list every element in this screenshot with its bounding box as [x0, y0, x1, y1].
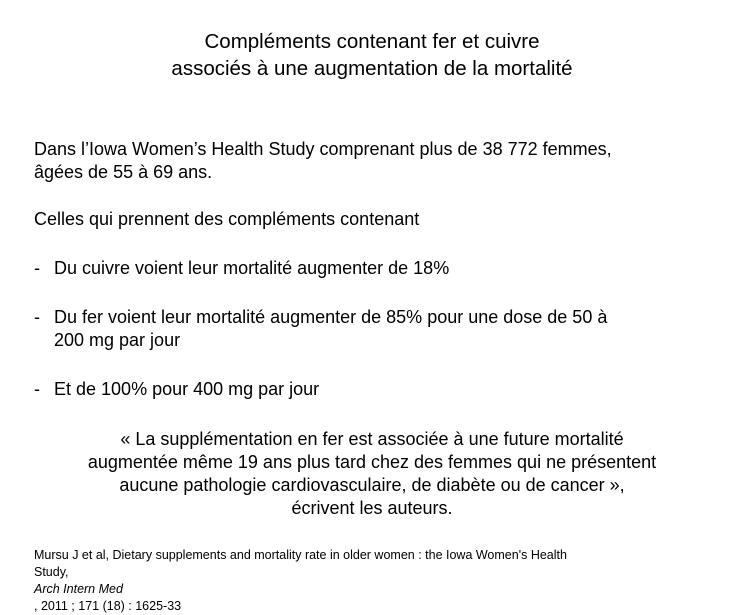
title-line-2: associés à une augmentation de la mortalité [171, 57, 573, 80]
quote-line-4: écrivent les auteurs. [291, 498, 453, 518]
bullet-item-iron [34, 306, 724, 352]
quote-line-2: augmentée même 19 ans plus tard chez des femmes qui ne présentent [87, 452, 657, 472]
quote-line-3: aucune pathologie cardiovasculaire, de diabète ou de cancer », [119, 475, 625, 495]
bullet-dash: - [34, 258, 40, 278]
bullet-item-high-dose [34, 378, 724, 401]
quote-line-1: « La supplémentation en fer est associée à une future mortalité [120, 429, 624, 449]
bullet-text-line-2: 200 mg par jour [54, 330, 181, 350]
intro-line-1: Dans l’Iowa Women’s Health Study comprenant plus de 38 772 femmes, [34, 139, 612, 159]
bullet-text-line-1: Du fer voient leur mortalité augmenter de 85% pour une dose de 50 à [54, 307, 608, 327]
bullet-text: Du cuivre voient leur mortalité augmenter de 18% [54, 258, 450, 278]
citation-line-2 [34, 564, 724, 615]
lead-paragraph: Celles qui prennent des compléments contenant [34, 209, 420, 229]
bullet-text: Et de 100% pour 400 mg par jour [54, 379, 320, 399]
author-quote [0, 428, 744, 520]
slide-title [0, 28, 744, 82]
citation-journal: Arch Intern Med [34, 582, 123, 596]
bullet-dash: - [34, 307, 40, 327]
title-line-1: Compléments contenant fer et cuivre [204, 30, 540, 53]
bullet-item-copper [34, 257, 724, 280]
citation-line-1: Mursu J et al, Dietary supplements and mortality rate in older women : the Iowa Women's Health [34, 548, 567, 562]
intro-line-2: âgées de 55 à 69 ans. [34, 162, 213, 182]
citation-suffix: , 2011 ; 171 (18) : 1625-33 [34, 599, 182, 613]
citation-prefix: Study, [34, 565, 69, 579]
citation [34, 547, 724, 615]
intro-paragraph [34, 138, 724, 184]
bullet-dash: - [34, 379, 40, 399]
